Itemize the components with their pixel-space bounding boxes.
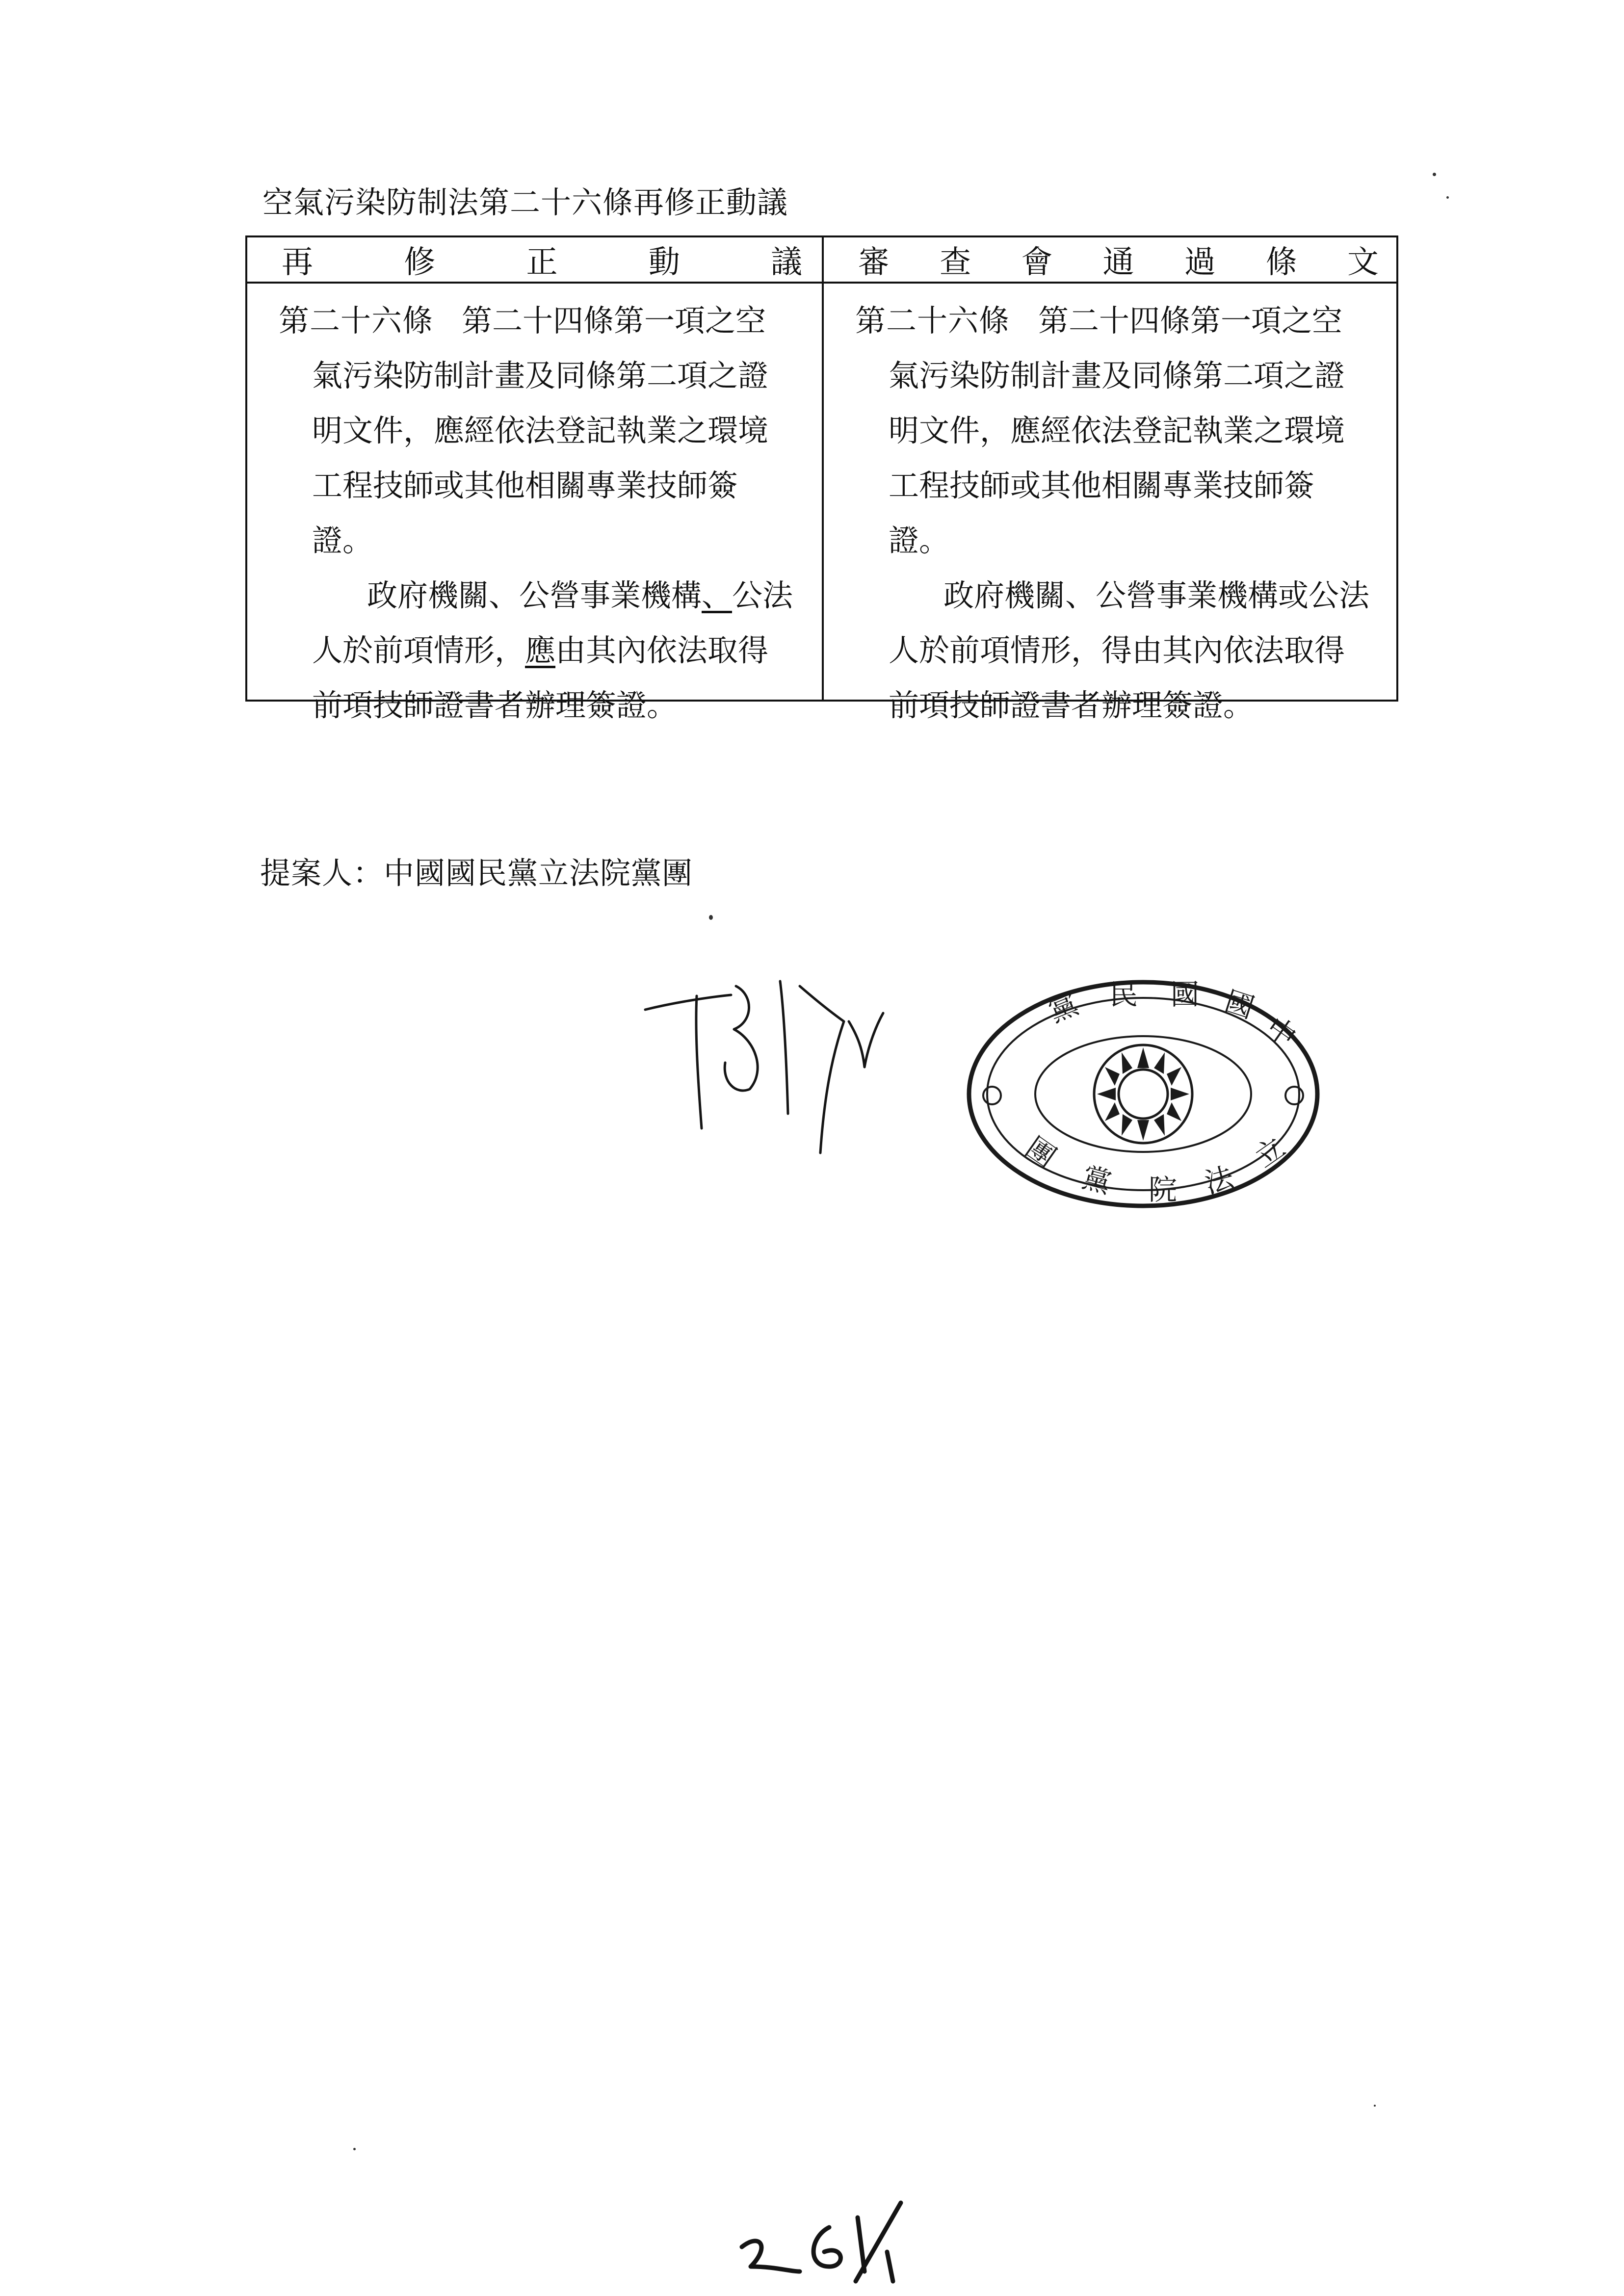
paragraph-text: 政府機關、公營事業機構 xyxy=(367,577,702,613)
svg-text:院: 院 xyxy=(1148,1173,1178,1206)
header-char: 通 xyxy=(1102,244,1134,281)
header-char: 文 xyxy=(1347,244,1379,281)
header-char: 正 xyxy=(526,244,558,281)
amendment-text xyxy=(247,284,822,733)
svg-text:民: 民 xyxy=(1109,978,1138,1011)
header-char: 審 xyxy=(858,244,890,281)
column-committee xyxy=(822,237,1396,723)
paragraph-text: 第二十四條第一項之空氣污染防制計畫及同條第二項之證明文件，應經依法登記執業之環境工程技師或其他相關專業技師簽證。 xyxy=(312,303,769,558)
amendment-paragraph-1 xyxy=(279,293,795,568)
svg-text:團: 團 xyxy=(1020,1130,1062,1174)
scan-speck xyxy=(353,2148,356,2150)
column-header-committee xyxy=(824,237,1396,284)
header-char: 查 xyxy=(940,244,971,281)
amended-mark: 、 xyxy=(702,577,733,613)
svg-text:立: 立 xyxy=(1249,1130,1291,1174)
amendment-paragraph-2 xyxy=(279,568,795,733)
article-number: 第二十六條 xyxy=(855,303,1010,339)
handwritten-page-number xyxy=(736,2198,922,2286)
scan-speck xyxy=(709,915,713,920)
header-char: 動 xyxy=(648,244,680,281)
header-char: 議 xyxy=(771,244,802,281)
header-char: 修 xyxy=(404,244,436,281)
proposer-line: 提案人：中國國民黨立法院黨團 xyxy=(260,855,693,891)
paragraph-text: 公法人於前項情形， xyxy=(312,577,793,668)
article-number: 第二十六條 xyxy=(279,303,434,339)
column-amendment xyxy=(247,237,822,723)
svg-text:國: 國 xyxy=(1221,984,1258,1025)
document-title: 空氣污染防制法第二十六條再修正動議 xyxy=(262,184,788,220)
amended-word: 應 xyxy=(525,632,556,668)
official-seal xyxy=(962,974,1325,1214)
scan-speck xyxy=(1446,196,1449,199)
column-header-amendment xyxy=(247,237,822,284)
header-char: 過 xyxy=(1184,244,1216,281)
svg-text:法: 法 xyxy=(1201,1160,1237,1200)
comparison-table xyxy=(245,235,1398,723)
scan-speck xyxy=(1433,173,1436,176)
header-char: 會 xyxy=(1021,244,1053,281)
svg-text:黨: 黨 xyxy=(1078,1160,1115,1200)
scan-speck xyxy=(1374,2105,1376,2107)
committee-text xyxy=(824,284,1396,733)
header-char: 條 xyxy=(1265,244,1297,281)
paragraph-text: 第二十四條第一項之空氣污染防制計畫及同條第二項之證明文件，應經依法登記執業之環境工程技師或其他相關專業技師簽證。 xyxy=(889,303,1345,558)
svg-text:國: 國 xyxy=(1170,978,1200,1011)
handwritten-signature xyxy=(638,966,913,1173)
paragraph-text: 由其內依法取得前項技師證書者辦理簽證。 xyxy=(312,632,769,723)
svg-text:黨: 黨 xyxy=(1044,987,1083,1029)
svg-text:中: 中 xyxy=(1260,1010,1303,1054)
header-char: 再 xyxy=(282,244,313,281)
committee-paragraph-2: 政府機關、公營事業機構或公法人於前項情形，得由其內依法取得前項技師證書者辦理簽證。 xyxy=(889,577,1370,723)
committee-paragraph-1 xyxy=(855,293,1370,568)
